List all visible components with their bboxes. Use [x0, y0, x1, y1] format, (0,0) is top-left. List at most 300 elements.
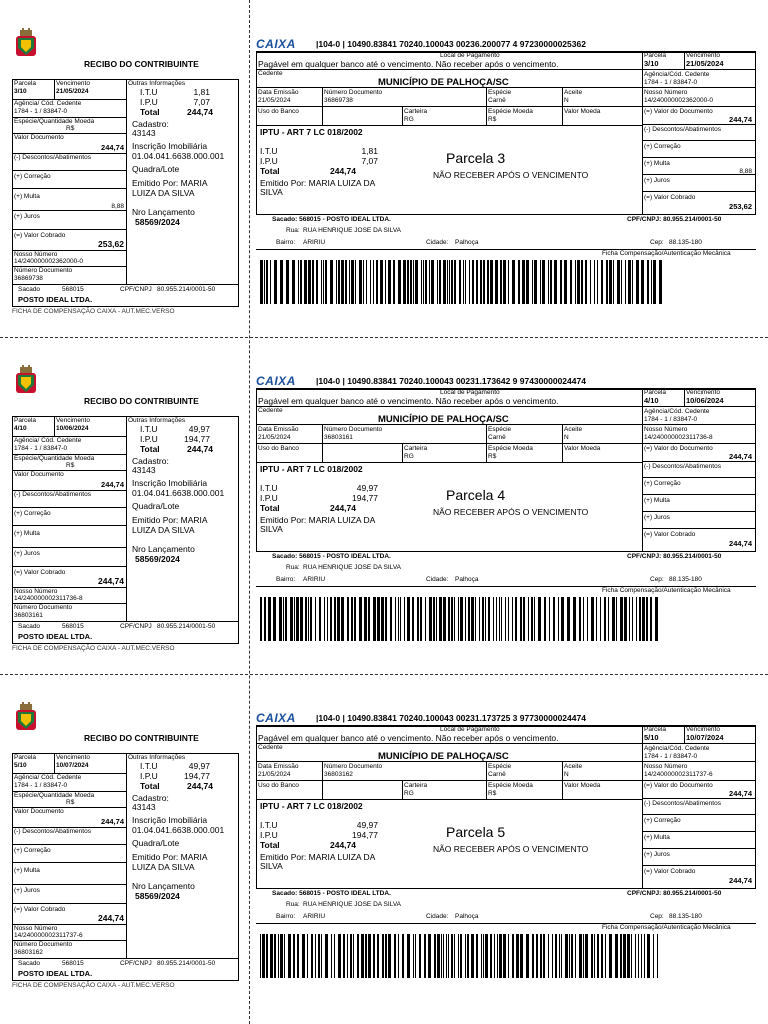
ficha-valor-cobrado-value: 244,74 — [729, 876, 752, 885]
especie-moeda-label: Espécie Moeda — [488, 445, 533, 452]
barcode-bar — [575, 934, 576, 978]
barcode-bar — [625, 260, 626, 304]
total-value: 244,74 — [187, 781, 213, 791]
valor-cobrado-value: 244,74 — [98, 576, 124, 586]
barcode-bar — [542, 260, 545, 304]
aceite-label: Aceite — [564, 763, 583, 770]
ficha-valor-doc-value: 244,74 — [729, 452, 752, 461]
barcode-bar — [523, 597, 525, 641]
valor-doc-label: Valor Documento — [14, 134, 64, 141]
ficha-total-label: Total — [260, 840, 280, 850]
ficha-juros-label: (+) Juros — [644, 514, 670, 521]
barcode-bar — [325, 260, 327, 304]
barcode-bar — [415, 260, 418, 304]
ficha-correcao-label: (+) Correção — [644, 480, 681, 487]
barcode-bar — [581, 260, 583, 304]
carteira-value: RG — [404, 116, 414, 123]
emitido-label-2: LUIZA DA SILVA — [132, 862, 195, 872]
ipu-value: 7,07 — [193, 97, 210, 107]
carteira-value: RG — [404, 790, 414, 797]
barcode-bar — [398, 260, 401, 304]
iptu-title: IPTU - ART 7 LC 018/2002 — [260, 464, 363, 474]
ficha-ipu-value: 194,77 — [352, 493, 378, 503]
barcode-bar — [482, 597, 484, 641]
barcode-bar — [305, 597, 307, 641]
descontos-label: (-) Descontos/Abatimentos — [14, 828, 91, 835]
barcode-bar — [280, 934, 283, 978]
ficha-agencia-value: 1784 - 1 / 83847-0 — [644, 416, 698, 423]
barcode-bar — [407, 597, 410, 641]
barcode-bar — [613, 260, 614, 304]
barcode-bar — [636, 597, 637, 641]
barcode-bar — [548, 260, 549, 304]
cadastro-label: Cadastro: — [132, 456, 169, 466]
barcode-bar — [388, 934, 391, 978]
vencimento-label: Vencimento — [56, 80, 90, 87]
local-pagamento-text: Pagável em qualquer banco até o vencimento. Não receber após o vencimento. — [258, 733, 559, 743]
juros-label: (+) Juros — [14, 887, 40, 894]
barcode-bar — [330, 597, 332, 641]
cep-value: 88.135-180 — [669, 913, 702, 920]
descontos-label: (-) Descontos/Abatimentos — [14, 491, 91, 498]
barcode-bar — [481, 934, 482, 978]
multa-label: (+) Multa — [14, 193, 40, 200]
ficha-multa-label: (+) Multa — [644, 497, 670, 504]
barcode-bar — [577, 260, 580, 304]
especie-moeda-value: R$ — [488, 116, 497, 123]
barcode-bar — [349, 260, 350, 304]
especie-label: Espécie — [488, 426, 512, 433]
vencimento-value: 10/06/2024 — [56, 425, 89, 432]
barcode-bar — [641, 934, 642, 978]
ipu-value: 194,77 — [184, 434, 210, 444]
barcode-bar — [458, 934, 459, 978]
aceite-value: N — [564, 97, 569, 104]
inscricao-label: Inscrição Imobiliária — [132, 141, 208, 151]
ficha-parcela-label: Parcela — [644, 389, 667, 396]
ficha-vencimento-value: 10/06/2024 — [686, 396, 724, 405]
bairro-value: ARIRIU — [303, 239, 326, 246]
valor-doc-label: Valor Documento — [14, 808, 64, 815]
itu-value: 49,97 — [188, 761, 210, 771]
carteira-label: Carteira — [404, 445, 428, 452]
carteira-label: Carteira — [404, 108, 428, 115]
numero-doc-value: 36869738 — [14, 275, 43, 282]
barcode-bar — [433, 597, 435, 641]
barcode-bar — [373, 934, 375, 978]
barcode-bar — [454, 260, 456, 304]
barcode-bar — [449, 260, 450, 304]
barcode-bar — [639, 597, 641, 641]
barcode-bar — [636, 260, 639, 304]
barcode-bar — [465, 934, 466, 978]
cep-value: 88.135-180 — [669, 239, 702, 246]
barcode-bar — [476, 260, 478, 304]
especie-qtd-label: Espécie/Quantidade Moeda — [14, 792, 95, 799]
bairro-label: Bairro: — [276, 576, 296, 583]
barcode-bar — [483, 934, 484, 978]
nro-lancamento-label: Nro Lançamento — [132, 544, 195, 554]
ipu-label: I.P.U — [140, 771, 158, 781]
barcode-bar — [480, 260, 482, 304]
barcode-bar — [366, 260, 367, 304]
ficha-vencimento-label: Vencimento — [686, 389, 720, 396]
barcode-bar — [471, 597, 474, 641]
barcode-bar — [608, 597, 609, 641]
nosso-numero-label: Nosso Número — [14, 588, 58, 595]
barcode-bar — [337, 597, 340, 641]
barcode-bar — [439, 597, 442, 641]
bairro-value: ARIRIU — [303, 913, 326, 920]
ficha-valor-cobrado-value: 253,62 — [729, 202, 752, 211]
nro-lancamento-label: Nro Lançamento — [132, 207, 195, 217]
barcode-bar — [443, 597, 446, 641]
barcode-bar — [579, 597, 581, 641]
ficha-agencia-label: Agência/Cód. Cedente — [644, 71, 710, 78]
barcode-bar — [293, 934, 295, 978]
receipt-title: RECIBO DO CONTRIBUINTE — [84, 59, 199, 69]
emitido-label-1: Emitido Por: MARIA — [132, 178, 208, 188]
barcode-bar — [266, 934, 268, 978]
barcode-bar — [620, 934, 622, 978]
barcode — [260, 934, 664, 978]
barcode-bar — [536, 934, 538, 978]
nro-lancamento-label: Nro Lançamento — [132, 881, 195, 891]
barcode-bar — [594, 260, 595, 304]
barcode-bar — [601, 260, 603, 304]
barcode-bar — [274, 260, 277, 304]
barcode-bar — [549, 597, 550, 641]
barcode-bar — [508, 260, 509, 304]
carteira-label: Carteira — [404, 782, 428, 789]
especie-moeda-label: Espécie Moeda — [488, 108, 533, 115]
ficha-valor-doc-value: 244,74 — [729, 789, 752, 798]
barcode-bar — [570, 260, 572, 304]
barcode-bar — [321, 934, 322, 978]
barcode-bar — [350, 934, 352, 978]
valor-cobrado-label: (=) Valor Cobrado — [14, 906, 66, 913]
juros-label: (+) Juros — [14, 213, 40, 220]
ipu-value: 194,77 — [184, 771, 210, 781]
ficha-mecanica-text: Ficha Compensação/Autenticação Mecânica — [602, 587, 731, 594]
barcode-bar — [635, 934, 636, 978]
aceite-label: Aceite — [564, 89, 583, 96]
barcode-bar — [264, 260, 265, 304]
barcode-bar — [501, 597, 502, 641]
barcode-bar — [454, 597, 455, 641]
barcode-bar — [343, 934, 345, 978]
nosso-numero-value: 14/240000002311737-6 — [14, 932, 83, 939]
barcode-bar — [632, 597, 633, 641]
sacado-name: POSTO IDEAL LTDA. — [18, 969, 93, 978]
numero-documento-value: 36803162 — [324, 771, 353, 778]
valor-doc-value: 244,74 — [101, 480, 124, 489]
cedente-value: MUNICÍPIO DE PALHOÇA/SC — [378, 77, 509, 88]
barcode — [260, 260, 664, 304]
barcode-bar — [385, 934, 387, 978]
barcode-bar — [316, 260, 318, 304]
ficha-valor-doc-label: (=) Valor do Documento — [644, 445, 713, 452]
especie-label: Espécie — [488, 763, 512, 770]
barcode-bar — [407, 934, 410, 978]
barcode-bar — [338, 934, 341, 978]
barcode-bar — [377, 934, 379, 978]
barcode-bar — [520, 597, 522, 641]
receipt-title: RECIBO DO CONTRIBUINTE — [84, 396, 199, 406]
barcode-bar — [319, 597, 321, 641]
ficha-correcao-label: (+) Correção — [644, 817, 681, 824]
barcode-bar — [292, 260, 295, 304]
bairro-label: Bairro: — [276, 913, 296, 920]
barcode-bar — [631, 934, 632, 978]
valor-cobrado-value: 253,62 — [98, 239, 124, 249]
numero-documento-value: 36869738 — [324, 97, 353, 104]
barcode-bar — [439, 260, 441, 304]
municipal-crest-icon — [14, 28, 38, 58]
barcode-bar — [270, 260, 271, 304]
total-label: Total — [140, 444, 160, 454]
barcode-bar — [290, 597, 293, 641]
barcode-bar — [302, 934, 305, 978]
barcode-bar — [559, 934, 560, 978]
parcela-label: Parcela — [14, 417, 37, 424]
barcode-bar — [567, 597, 570, 641]
barcode-bar — [266, 260, 268, 304]
barcode-bar — [437, 934, 440, 978]
barcode-bar — [515, 597, 517, 641]
nro-lancamento-value: 58569/2024 — [135, 554, 180, 564]
ficha-itu-value: 1,81 — [361, 146, 378, 156]
barcode-bar — [376, 260, 378, 304]
barcode-bar — [528, 597, 529, 641]
barcode-bar — [465, 260, 466, 304]
inscricao-value: 01.04.041.6638.000.001 — [132, 488, 225, 498]
ficha-emitido-1: Emitido Por: MARIA LUIZA DA — [260, 515, 376, 525]
agencia-value: 1784 - 1 / 83847-0 — [14, 445, 68, 452]
barcode-bar — [345, 260, 347, 304]
barcode-bar — [429, 260, 430, 304]
barcode-bar — [512, 934, 514, 978]
barcode-bar — [621, 260, 622, 304]
ficha-valor-doc-value: 244,74 — [729, 115, 752, 124]
especie-moeda-value: R$ — [488, 790, 497, 797]
barcode-bar — [538, 597, 541, 641]
numero-doc-value: 36803162 — [14, 949, 43, 956]
barcode-bar — [531, 597, 533, 641]
caixa-logo: CAIXA — [256, 711, 296, 725]
barcode-bar — [522, 260, 525, 304]
barcode-bar — [585, 934, 588, 978]
ficha-vencimento-value: 21/05/2024 — [686, 59, 724, 68]
ficha-descontos-label: (-) Descontos/Abatimentos — [644, 463, 721, 470]
barcode-bar — [469, 260, 470, 304]
barcode-bar — [495, 260, 498, 304]
multa-label: (+) Multa — [14, 867, 40, 874]
barcode-bar — [437, 260, 438, 304]
barcode-bar — [354, 597, 356, 641]
barcode-bar — [499, 597, 500, 641]
bairro-label: Bairro: — [276, 239, 296, 246]
barcode-bar — [638, 934, 639, 978]
barcode-bar — [583, 597, 584, 641]
barcode-bar — [641, 260, 644, 304]
quadra-label: Quadra/Lote — [132, 164, 180, 174]
barcode-bar — [609, 934, 612, 978]
ficha-agencia-value: 1784 - 1 / 83847-0 — [644, 753, 698, 760]
barcode-bar — [591, 597, 594, 641]
ficha-ipu-value: 194,77 — [352, 830, 378, 840]
barcode-bar — [434, 934, 436, 978]
barcode-bar — [296, 597, 299, 641]
iptu-title: IPTU - ART 7 LC 018/2002 — [260, 801, 363, 811]
cidade-value: Palhoça — [455, 913, 479, 920]
barcode-bar — [550, 260, 552, 304]
barcode-bar — [425, 597, 426, 641]
barcode-bar — [321, 260, 322, 304]
barcode-bar — [653, 260, 656, 304]
ficha-parcela-label: Parcela — [644, 726, 667, 733]
numero-documento-label: Número Documento — [324, 763, 383, 770]
outras-info-label: Outras Informações — [128, 80, 186, 87]
barcode-bar — [264, 597, 266, 641]
barcode-bar — [467, 934, 469, 978]
ficha-valor-cobrado-label: (=) Valor Cobrado — [644, 194, 696, 201]
numero-doc-label: Número Documento — [14, 604, 73, 611]
ficha-cpf-line: CPF/CNPJ: 80.955.214/0001-50 — [627, 890, 722, 897]
barcode-bar — [653, 934, 654, 978]
barcode-bar — [428, 934, 431, 978]
descontos-label: (-) Descontos/Abatimentos — [14, 154, 91, 161]
moeda-value: R$ — [66, 125, 75, 132]
ficha-juros-label: (+) Juros — [644, 851, 670, 858]
cedente-label: Cedente — [258, 70, 283, 77]
barcode-bar — [558, 597, 559, 641]
numero-doc-value: 36803161 — [14, 612, 43, 619]
barcode-bar — [655, 597, 658, 641]
barcode-bar — [540, 260, 541, 304]
payment-slip — [0, 674, 768, 1010]
nao-receber-text: NÃO RECEBER APÓS O VENCIMENTO — [433, 844, 589, 854]
ficha-total-label: Total — [260, 503, 280, 513]
barcode-bar — [424, 934, 426, 978]
barcode-bar — [262, 934, 265, 978]
receipt-title: RECIBO DO CONTRIBUINTE — [84, 733, 199, 743]
rua-value: RUA HENRIQUE JOSE DA SILVA — [303, 901, 402, 908]
barcode-bar — [357, 934, 359, 978]
itu-value: 49,97 — [188, 424, 210, 434]
barcode-bar — [503, 934, 506, 978]
cep-label: Cep: — [650, 576, 664, 583]
vencimento-label: Vencimento — [56, 754, 90, 761]
barcode-bar — [402, 934, 404, 978]
cpf-value: 80.955.214/0001-50 — [157, 286, 216, 293]
barcode-bar — [605, 934, 606, 978]
barcode-bar — [334, 597, 336, 641]
payment-slip — [0, 0, 768, 336]
valor-moeda-label: Valor Moeda — [564, 445, 601, 452]
ficha-emitido-1: Emitido Por: MARIA LUIZA DA — [260, 852, 376, 862]
outras-info-label: Outras Informações — [128, 754, 186, 761]
ficha-ipu-label: I.P.U — [260, 156, 278, 166]
valor-doc-value: 244,74 — [101, 817, 124, 826]
barcode-bar — [297, 934, 299, 978]
barcode-bar — [368, 597, 370, 641]
barcode-bar — [460, 597, 463, 641]
barcode-bar — [260, 934, 261, 978]
numero-documento-label: Número Documento — [324, 89, 383, 96]
barcode-bar — [307, 934, 308, 978]
linha-digitavel: |104-0 | 10490.83841 70240.100043 00231.173725 3 97730000024474 — [316, 713, 586, 723]
barcode-bar — [280, 260, 283, 304]
barcode-bar — [565, 934, 568, 978]
ficha-ipu-label: I.P.U — [260, 830, 278, 840]
nosso-numero-value: 14/240000002362000-0 — [14, 258, 84, 265]
barcode-bar — [472, 260, 474, 304]
correcao-label: (+) Correção — [14, 173, 51, 180]
barcode-bar — [417, 597, 419, 641]
barcode-bar — [552, 934, 553, 978]
local-pagamento-label: Local de Pagamento — [440, 389, 500, 396]
emitido-label-2: LUIZA DA SILVA — [132, 525, 195, 535]
barcode-bar — [629, 597, 630, 641]
barcode-bar — [620, 597, 623, 641]
sacado-label: Sacado — [18, 286, 41, 293]
sacado-code: 568015 — [62, 960, 84, 967]
barcode-bar — [382, 934, 384, 978]
barcode-bar — [479, 597, 480, 641]
barcode-bar — [334, 934, 335, 978]
quadra-label: Quadra/Lote — [132, 501, 180, 511]
barcode-bar — [532, 934, 534, 978]
itu-label: I.T.U — [140, 424, 158, 434]
barcode-bar — [300, 597, 303, 641]
barcode-bar — [500, 260, 502, 304]
especie-value: Carnê — [488, 434, 506, 441]
barcode-bar — [548, 934, 549, 978]
numero-doc-label: Número Documento — [14, 941, 73, 948]
barcode-bar — [585, 260, 587, 304]
barcode-bar — [606, 260, 608, 304]
valor-moeda-label: Valor Moeda — [564, 782, 601, 789]
barcode-bar — [412, 597, 414, 641]
parcela-value: 3/10 — [14, 88, 27, 95]
barcode-bar — [260, 597, 262, 641]
total-value: 244,74 — [187, 444, 213, 454]
barcode-bar — [365, 934, 367, 978]
ficha-mecanica-text: Ficha Compensação/Autenticação Mecânica — [602, 250, 731, 257]
aceite-value: N — [564, 434, 569, 441]
barcode-bar — [518, 260, 520, 304]
barcode-bar — [587, 597, 588, 641]
ficha-correcao-label: (+) Correção — [644, 143, 681, 150]
barcode-bar — [483, 260, 485, 304]
nao-receber-text: NÃO RECEBER APÓS O VENCIMENTO — [433, 170, 589, 180]
ficha-recibo-text: FICHA DE COMPENSAÇÃO CAIXA - AUT.MEC.VERSO — [12, 308, 175, 315]
ficha-valor-cobrado-label: (=) Valor Cobrado — [644, 868, 696, 875]
barcode-bar — [544, 597, 546, 641]
barcode-bar — [468, 597, 470, 641]
barcode-bar — [609, 260, 612, 304]
barcode-bar — [543, 934, 545, 978]
barcode-bar — [370, 260, 371, 304]
ficha-parcela-value: 5/10 — [644, 733, 659, 742]
barcode-bar — [463, 260, 464, 304]
ficha-parcela-value: 3/10 — [644, 59, 659, 68]
cep-label: Cep: — [650, 913, 664, 920]
linha-digitavel: |104-0 | 10490.83841 70240.100043 00236.200077 4 97230000025362 — [316, 39, 586, 49]
barcode-bar — [294, 597, 295, 641]
cadastro-value: 43143 — [132, 465, 156, 475]
